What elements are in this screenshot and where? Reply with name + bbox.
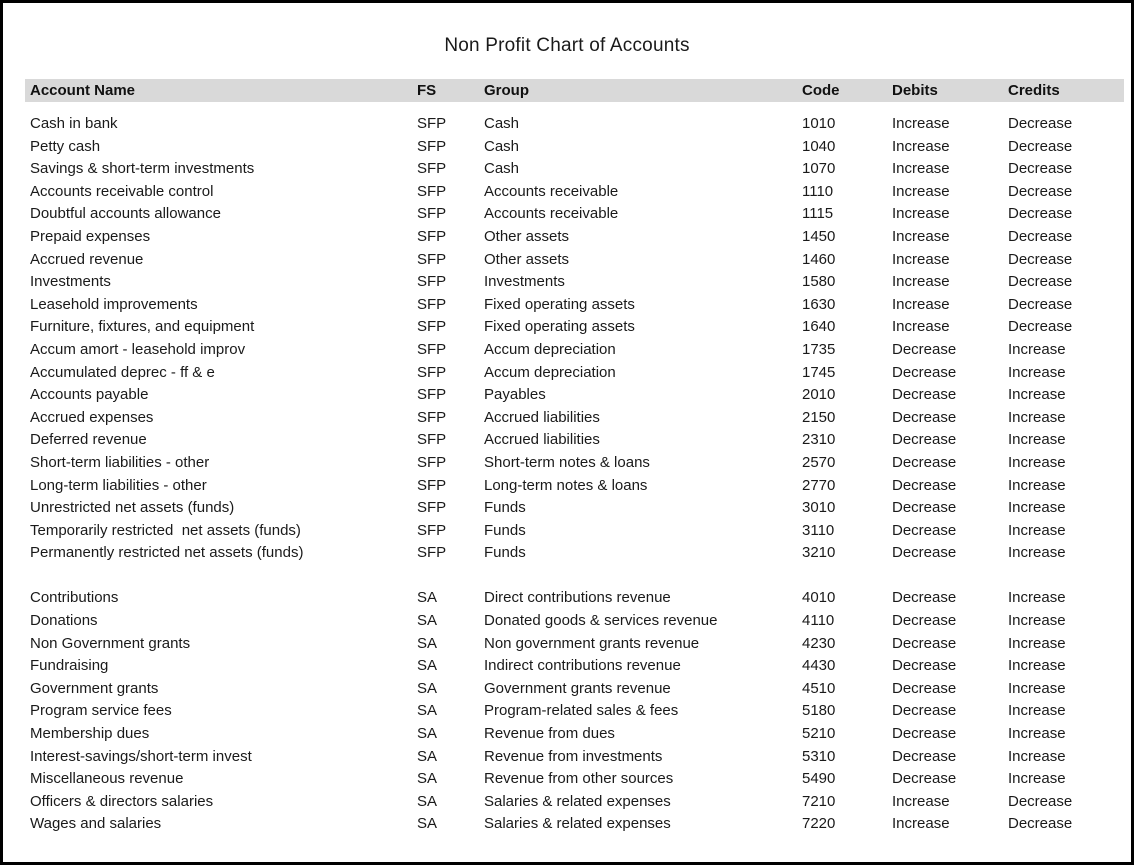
cell-debits: Decrease <box>892 453 957 471</box>
header-row <box>25 79 1124 102</box>
cell-fs: SFP <box>417 431 447 449</box>
cell-account-name: Officers & directors salaries <box>30 792 214 810</box>
column-header-debits: Debits <box>892 79 1008 102</box>
table-row <box>25 520 1124 543</box>
cell-code: 5310 <box>802 747 836 765</box>
cell-account-name: Cash in bank <box>30 115 118 132</box>
table-row <box>25 429 1124 452</box>
cell-fs: SFP <box>417 521 447 539</box>
cell-fs: SFP <box>417 544 447 562</box>
cell-code: 2570 <box>802 453 836 471</box>
cell-debits: Decrease <box>892 589 957 607</box>
cell-debits: Decrease <box>892 340 957 358</box>
cell-group: Direct contributions revenue <box>484 589 671 607</box>
cell-account-name: Accounts receivable control <box>30 182 214 200</box>
cell-fs: SFP <box>417 453 447 471</box>
table-row <box>25 813 1124 836</box>
cell-debits: Decrease <box>892 634 957 652</box>
cell-debits: Increase <box>892 273 950 291</box>
cell-code: 1450 <box>802 227 836 245</box>
cell-account-name: Petty cash <box>30 137 101 155</box>
cell-fs: SFP <box>417 408 447 426</box>
cell-debits: Decrease <box>892 408 957 426</box>
cell-debits: Decrease <box>892 386 957 404</box>
cell-group: Program-related sales & fees <box>484 702 679 720</box>
cell-group: Other assets <box>484 250 570 268</box>
cell-code: 2010 <box>802 386 836 404</box>
accounts-table <box>25 79 1124 836</box>
cell-debits: Decrease <box>892 747 957 765</box>
table-row <box>25 294 1124 317</box>
cell-fs: SFP <box>417 295 447 313</box>
table-row <box>25 452 1124 475</box>
cell-account-name: Long-term liabilities - other <box>30 476 207 494</box>
cell-credits: Increase <box>1008 634 1066 652</box>
cell-code: 1630 <box>802 295 836 313</box>
cell-code <box>802 565 892 588</box>
cell-credits: Increase <box>1008 770 1066 788</box>
table-row <box>25 407 1124 430</box>
cell-credits: Decrease <box>1008 205 1073 223</box>
table-row <box>25 316 1124 339</box>
cell-fs: SFP <box>417 476 447 494</box>
cell-code: 1640 <box>802 318 836 336</box>
cell-credits: Increase <box>1008 431 1066 449</box>
cell-credits: Increase <box>1008 340 1066 358</box>
cell-credits: Decrease <box>1008 792 1073 810</box>
cell-debits: Increase <box>892 137 950 155</box>
table-row <box>25 339 1124 362</box>
cell-credits: Increase <box>1008 657 1066 675</box>
cell-credits: Increase <box>1008 453 1066 471</box>
table-row <box>25 203 1124 226</box>
table-row <box>25 181 1124 204</box>
table-row <box>25 226 1124 249</box>
cell-credits: Increase <box>1008 679 1066 697</box>
cell-credits: Decrease <box>1008 273 1073 291</box>
cell-credits: Increase <box>1008 408 1066 426</box>
cell-debits: Increase <box>892 115 950 132</box>
table-row <box>25 678 1124 701</box>
table-header <box>25 79 1124 102</box>
cell-debits: Increase <box>892 295 950 313</box>
cell-debits: Decrease <box>892 702 957 720</box>
cell-fs: SFP <box>417 250 447 268</box>
cell-code: 5210 <box>802 725 836 743</box>
cell-credits: Increase <box>1008 499 1066 517</box>
cell-debits: Increase <box>892 182 950 200</box>
cell-debits: Decrease <box>892 499 957 517</box>
cell-fs: SA <box>417 679 438 697</box>
cell-fs: SA <box>417 612 438 630</box>
cell-fs: SFP <box>417 363 447 381</box>
cell-code: 4010 <box>802 589 836 607</box>
cell-fs: SFP <box>417 318 447 336</box>
cell-code: 4230 <box>802 634 836 652</box>
table-row <box>25 700 1124 723</box>
cell-group: Accum depreciation <box>484 363 616 381</box>
cell-code: 7220 <box>802 815 836 833</box>
cell-fs <box>417 565 484 588</box>
cell-group: Other assets <box>484 227 570 245</box>
cell-account-name: Accum amort - leasehold improv <box>30 340 246 358</box>
cell-fs: SFP <box>417 227 447 245</box>
table-row <box>25 655 1124 678</box>
cell-group: Cash <box>484 137 520 155</box>
cell-debits: Decrease <box>892 679 957 697</box>
cell-code: 4510 <box>802 679 836 697</box>
cell-group: Revenue from other sources <box>484 770 674 788</box>
cell-credits: Increase <box>1008 747 1066 765</box>
cell-fs: SA <box>417 657 438 675</box>
cell-debits: Decrease <box>892 476 957 494</box>
cell-account-name: Government grants <box>30 679 159 697</box>
cell-credits: Increase <box>1008 589 1066 607</box>
cell-credits <box>1008 565 1124 588</box>
cell-debits <box>892 565 1008 588</box>
cell-credits: Decrease <box>1008 250 1073 268</box>
cell-account-name: Accumulated deprec - ff & e <box>30 363 215 381</box>
cell-group: Funds <box>484 499 526 517</box>
cell-credits: Decrease <box>1008 227 1073 245</box>
cell-account-name: Accrued revenue <box>30 250 144 268</box>
page-title: Non Profit Chart of Accounts <box>444 35 690 56</box>
table-row <box>25 610 1124 633</box>
table-row <box>25 542 1124 565</box>
cell-debits: Decrease <box>892 770 957 788</box>
cell-account-name: Wages and salaries <box>30 815 162 833</box>
cell-credits: Increase <box>1008 702 1066 720</box>
cell-code: 5490 <box>802 770 836 788</box>
cell-fs: SA <box>417 725 438 743</box>
cell-code: 3110 <box>802 521 835 539</box>
cell-code: 1110 <box>802 182 834 200</box>
table-body <box>25 102 1124 836</box>
cell-credits: Decrease <box>1008 137 1073 155</box>
cell-group: Short-term notes & loans <box>484 453 650 471</box>
cell-fs: SA <box>417 589 438 607</box>
cell-group: Cash <box>484 160 520 178</box>
cell-debits: Increase <box>892 318 950 336</box>
cell-debits: Increase <box>892 205 950 223</box>
cell-fs: SFP <box>417 386 447 404</box>
cell-fs: SA <box>417 634 438 652</box>
cell-code: 4430 <box>802 657 836 675</box>
cell-account-name: Furniture, fixtures, and equipment <box>30 318 255 336</box>
table-row <box>25 136 1124 159</box>
cell-debits: Decrease <box>892 521 957 539</box>
cell-code: 1460 <box>802 250 836 268</box>
table-row <box>25 158 1124 181</box>
cell-account-name: Membership dues <box>30 725 150 743</box>
cell-credits: Decrease <box>1008 160 1073 178</box>
cell-group: Accounts receivable <box>484 182 619 200</box>
cell-fs: SA <box>417 747 438 765</box>
blank-row <box>25 565 1124 588</box>
cell-fs: SFP <box>417 160 447 178</box>
cell-fs: SA <box>417 815 438 833</box>
cell-debits: Decrease <box>892 431 957 449</box>
cell-code: 2310 <box>802 431 836 449</box>
cell-fs: SFP <box>417 273 447 291</box>
cell-group: Accrued liabilities <box>484 408 600 426</box>
cell-account-name: Short-term liabilities - other <box>30 453 210 471</box>
cell-group: Funds <box>484 544 526 562</box>
cell-group: Government grants revenue <box>484 679 671 697</box>
table-row <box>25 249 1124 272</box>
cell-account-name: Prepaid expenses <box>30 227 151 245</box>
cell-account-name: Fundraising <box>30 657 109 675</box>
cell-group: Investments <box>484 273 565 291</box>
cell-code: 1735 <box>802 340 836 358</box>
column-header-account-name: Account Name <box>25 79 417 102</box>
cell-account-name: Miscellaneous revenue <box>30 770 184 788</box>
cell-credits: Increase <box>1008 544 1066 562</box>
cell-credits: Increase <box>1008 386 1066 404</box>
cell-credits: Increase <box>1008 521 1066 539</box>
cell-account-name: Unrestricted net assets (funds) <box>30 499 235 517</box>
cell-credits: Decrease <box>1008 295 1073 313</box>
cell-group: Fixed operating assets <box>484 318 635 336</box>
cell-group: Cash <box>484 115 520 132</box>
cell-account-name: Permanently restricted net assets (funds) <box>30 544 304 562</box>
cell-debits: Decrease <box>892 612 957 630</box>
cell-account-name: Investments <box>30 273 111 291</box>
cell-group: Revenue from investments <box>484 747 663 765</box>
cell-debits: Increase <box>892 815 950 833</box>
cell-code: 5180 <box>802 702 836 720</box>
cell-debits: Increase <box>892 250 950 268</box>
table-row <box>25 113 1124 136</box>
cell-debits: Decrease <box>892 363 957 381</box>
cell-code: 1010 <box>802 115 836 132</box>
table-row <box>25 497 1124 520</box>
cell-group: Accounts receivable <box>484 205 619 223</box>
cell-group: Accum depreciation <box>484 340 616 358</box>
table-row <box>25 633 1124 656</box>
cell-group: Salaries & related expenses <box>484 792 671 810</box>
cell-code: 2150 <box>802 408 836 426</box>
cell-fs: SA <box>417 770 438 788</box>
cell-code: 2770 <box>802 476 836 494</box>
cell-group: Accrued liabilities <box>484 431 600 449</box>
cell-credits: Decrease <box>1008 115 1073 132</box>
cell-account-name: Savings & short-term investments <box>30 160 255 178</box>
cell-fs: SFP <box>417 499 447 517</box>
cell-credits: Increase <box>1008 363 1066 381</box>
cell-code: 7210 <box>802 792 836 810</box>
cell-code: 1580 <box>802 273 836 291</box>
column-header-group: Group <box>484 79 802 102</box>
cell-account-name: Donations <box>30 612 98 630</box>
table-row <box>25 271 1124 294</box>
cell-code: 4110 <box>802 612 835 630</box>
cell-credits: Increase <box>1008 725 1066 743</box>
cell-debits: Increase <box>892 227 950 245</box>
cell-account-name: Accounts payable <box>30 386 149 404</box>
cell-account-name: Doubtful accounts allowance <box>30 205 221 223</box>
cell-account-name: Non Government grants <box>30 634 191 652</box>
cell-fs: SFP <box>417 137 447 155</box>
cell-account-name: Program service fees <box>30 702 172 720</box>
cell-group: Indirect contributions revenue <box>484 657 681 675</box>
cell-account-name: Temporarily restricted net assets (funds) <box>30 521 301 539</box>
table-row <box>25 746 1124 769</box>
cell-group: Long-term notes & loans <box>484 476 648 494</box>
cell-group: Donated goods & services revenue <box>484 612 718 630</box>
table-row <box>25 587 1124 610</box>
table-row <box>25 791 1124 814</box>
cell-account-name: Accrued expenses <box>30 408 154 426</box>
cell-account-name: Deferred revenue <box>30 431 147 449</box>
cell-fs: SFP <box>417 182 447 200</box>
cell-credits: Decrease <box>1008 815 1073 833</box>
cell-account-name <box>25 565 417 588</box>
table-row <box>25 475 1124 498</box>
table-row <box>25 362 1124 385</box>
cell-code: 1040 <box>802 137 836 155</box>
cell-fs: SA <box>417 792 438 810</box>
cell-code: 3210 <box>802 544 836 562</box>
cell-fs: SFP <box>417 205 447 223</box>
cell-credits: Decrease <box>1008 318 1073 336</box>
table-row <box>25 384 1124 407</box>
cell-credits: Decrease <box>1008 182 1073 200</box>
cell-code: 1745 <box>802 363 836 381</box>
cell-group: Salaries & related expenses <box>484 815 671 833</box>
table-row <box>25 768 1124 791</box>
table-row <box>25 723 1124 746</box>
cell-fs: SA <box>417 702 438 720</box>
cell-account-name: Leasehold improvements <box>30 295 198 313</box>
cell-code: 3010 <box>802 499 836 517</box>
cell-fs: SFP <box>417 115 447 132</box>
column-header-code: Code <box>802 79 892 102</box>
cell-group <box>484 565 802 588</box>
cell-group: Fixed operating assets <box>484 295 635 313</box>
cell-group: Non government grants revenue <box>484 634 700 652</box>
cell-debits: Increase <box>892 160 950 178</box>
cell-credits: Increase <box>1008 612 1066 630</box>
cell-debits: Decrease <box>892 657 957 675</box>
cell-group: Payables <box>484 386 546 404</box>
cell-account-name: Interest-savings/short-term invest <box>30 747 252 765</box>
cell-debits: Increase <box>892 792 950 810</box>
cell-code: 1115 <box>802 205 834 223</box>
cell-group: Revenue from dues <box>484 725 615 743</box>
cell-account-name: Contributions <box>30 589 119 607</box>
cell-fs: SFP <box>417 340 447 358</box>
column-header-fs: FS <box>417 79 484 102</box>
cell-code: 1070 <box>802 160 836 178</box>
cell-credits: Increase <box>1008 476 1066 494</box>
column-header-credits: Credits <box>1008 79 1124 102</box>
cell-debits: Decrease <box>892 725 957 743</box>
cell-debits: Decrease <box>892 544 957 562</box>
cell-group: Funds <box>484 521 526 539</box>
